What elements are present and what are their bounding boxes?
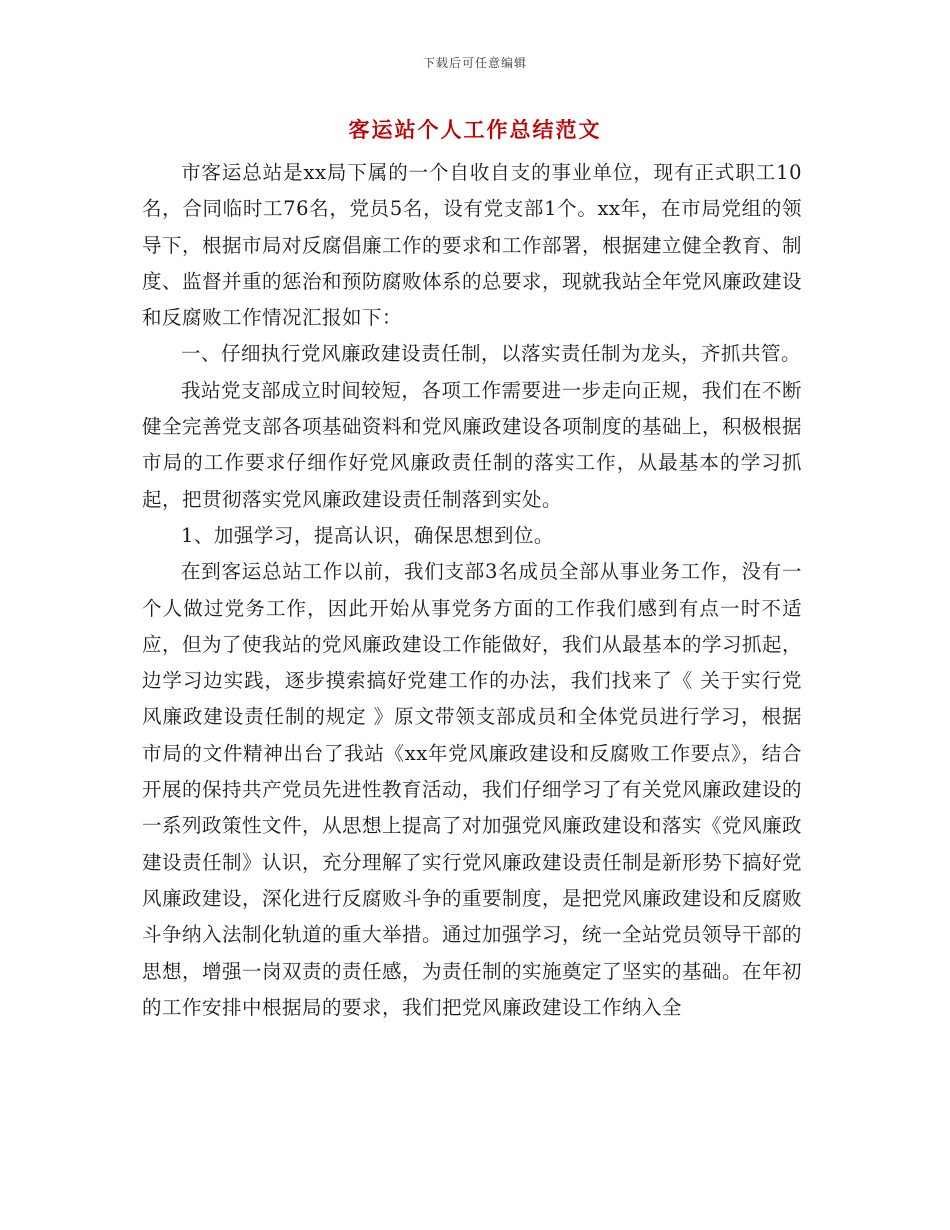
paragraph-section-body: 我站党支部成立时间较短，各项工作需要进一步走向正规，我们在不断健全完善党支部各项基础资料和党风廉政建设各项制度的基础上，积极根据市局的工作要求仔细作好党风廉政责任制的落实工作，从最基本的学习抓起，把贯彻落实党风廉政建设责任制落到实处。 [142,378,803,511]
header-note: 下载后可任意编辑 [422,56,527,70]
document-body [142,155,802,1026]
paragraph-intro: 市客运总站是xx局下属的一个自收自支的事业单位，现有正式职工10名，合同临时工76名，党员5名，设有党支部1个。xx年，在市局党组的领导下，根据市局对反腐倡廉工作的要求和工作部署，根据建立健全教育、制度、监督并重的惩治和预防腐败体系的总要求，现就我站全年党风廉政建设和反腐败工作情况汇报如下： [142,161,803,330]
paragraph-subsection-body: 在到客运总站工作以前，我们支部3名成员全部从事业务工作，没有一个人做过党务工作，因此开始从事党务方面的工作我们感到有点一时不适应，但为了使我站的党风廉政建设工作能做好，我们从最基本的学习抓起，边学习边实践，逐步摸索搞好党建工作的办法，我们找来了《 关于实行党风廉政建设责任制的规定 》原文带领支部成员和全体党员进行学习，根据市局的文件精神出台了我站《xx年党风廉政建设和反腐败工作要点》，结合开展的保持共产党员先进性教育活动，我们仔细学习了有关党风廉政建设的一系列政策性文件，从思想上提高了对加强党风廉政建设和落实《党风廉政建设责任制》认识，充分理解了实行党风廉政建设责任制是新形势下搞好党风廉政建设，深化进行反腐败斗争的重要制度，是把党风廉政建设和反腐败斗争纳入法制化轨道的重大举措。通过加强学习，统一全站党员领导干部的思想，增强一岗双责的责任感，为责任制的实施奠定了坚实的基础。在年初的工作安排中根据局的要求，我们把党风廉政建设工作纳入全 [142,560,803,1019]
paragraph-subsection-heading: 1、加强学习，提高认识，确保思想到位。 [181,523,554,547]
document-title: 客运站个人工作总结范文 [348,117,602,142]
paragraph-section-heading: 一、仔细执行党风廉政建设责任制，以落实责任制为龙头，齐抓共管。 [181,342,802,366]
